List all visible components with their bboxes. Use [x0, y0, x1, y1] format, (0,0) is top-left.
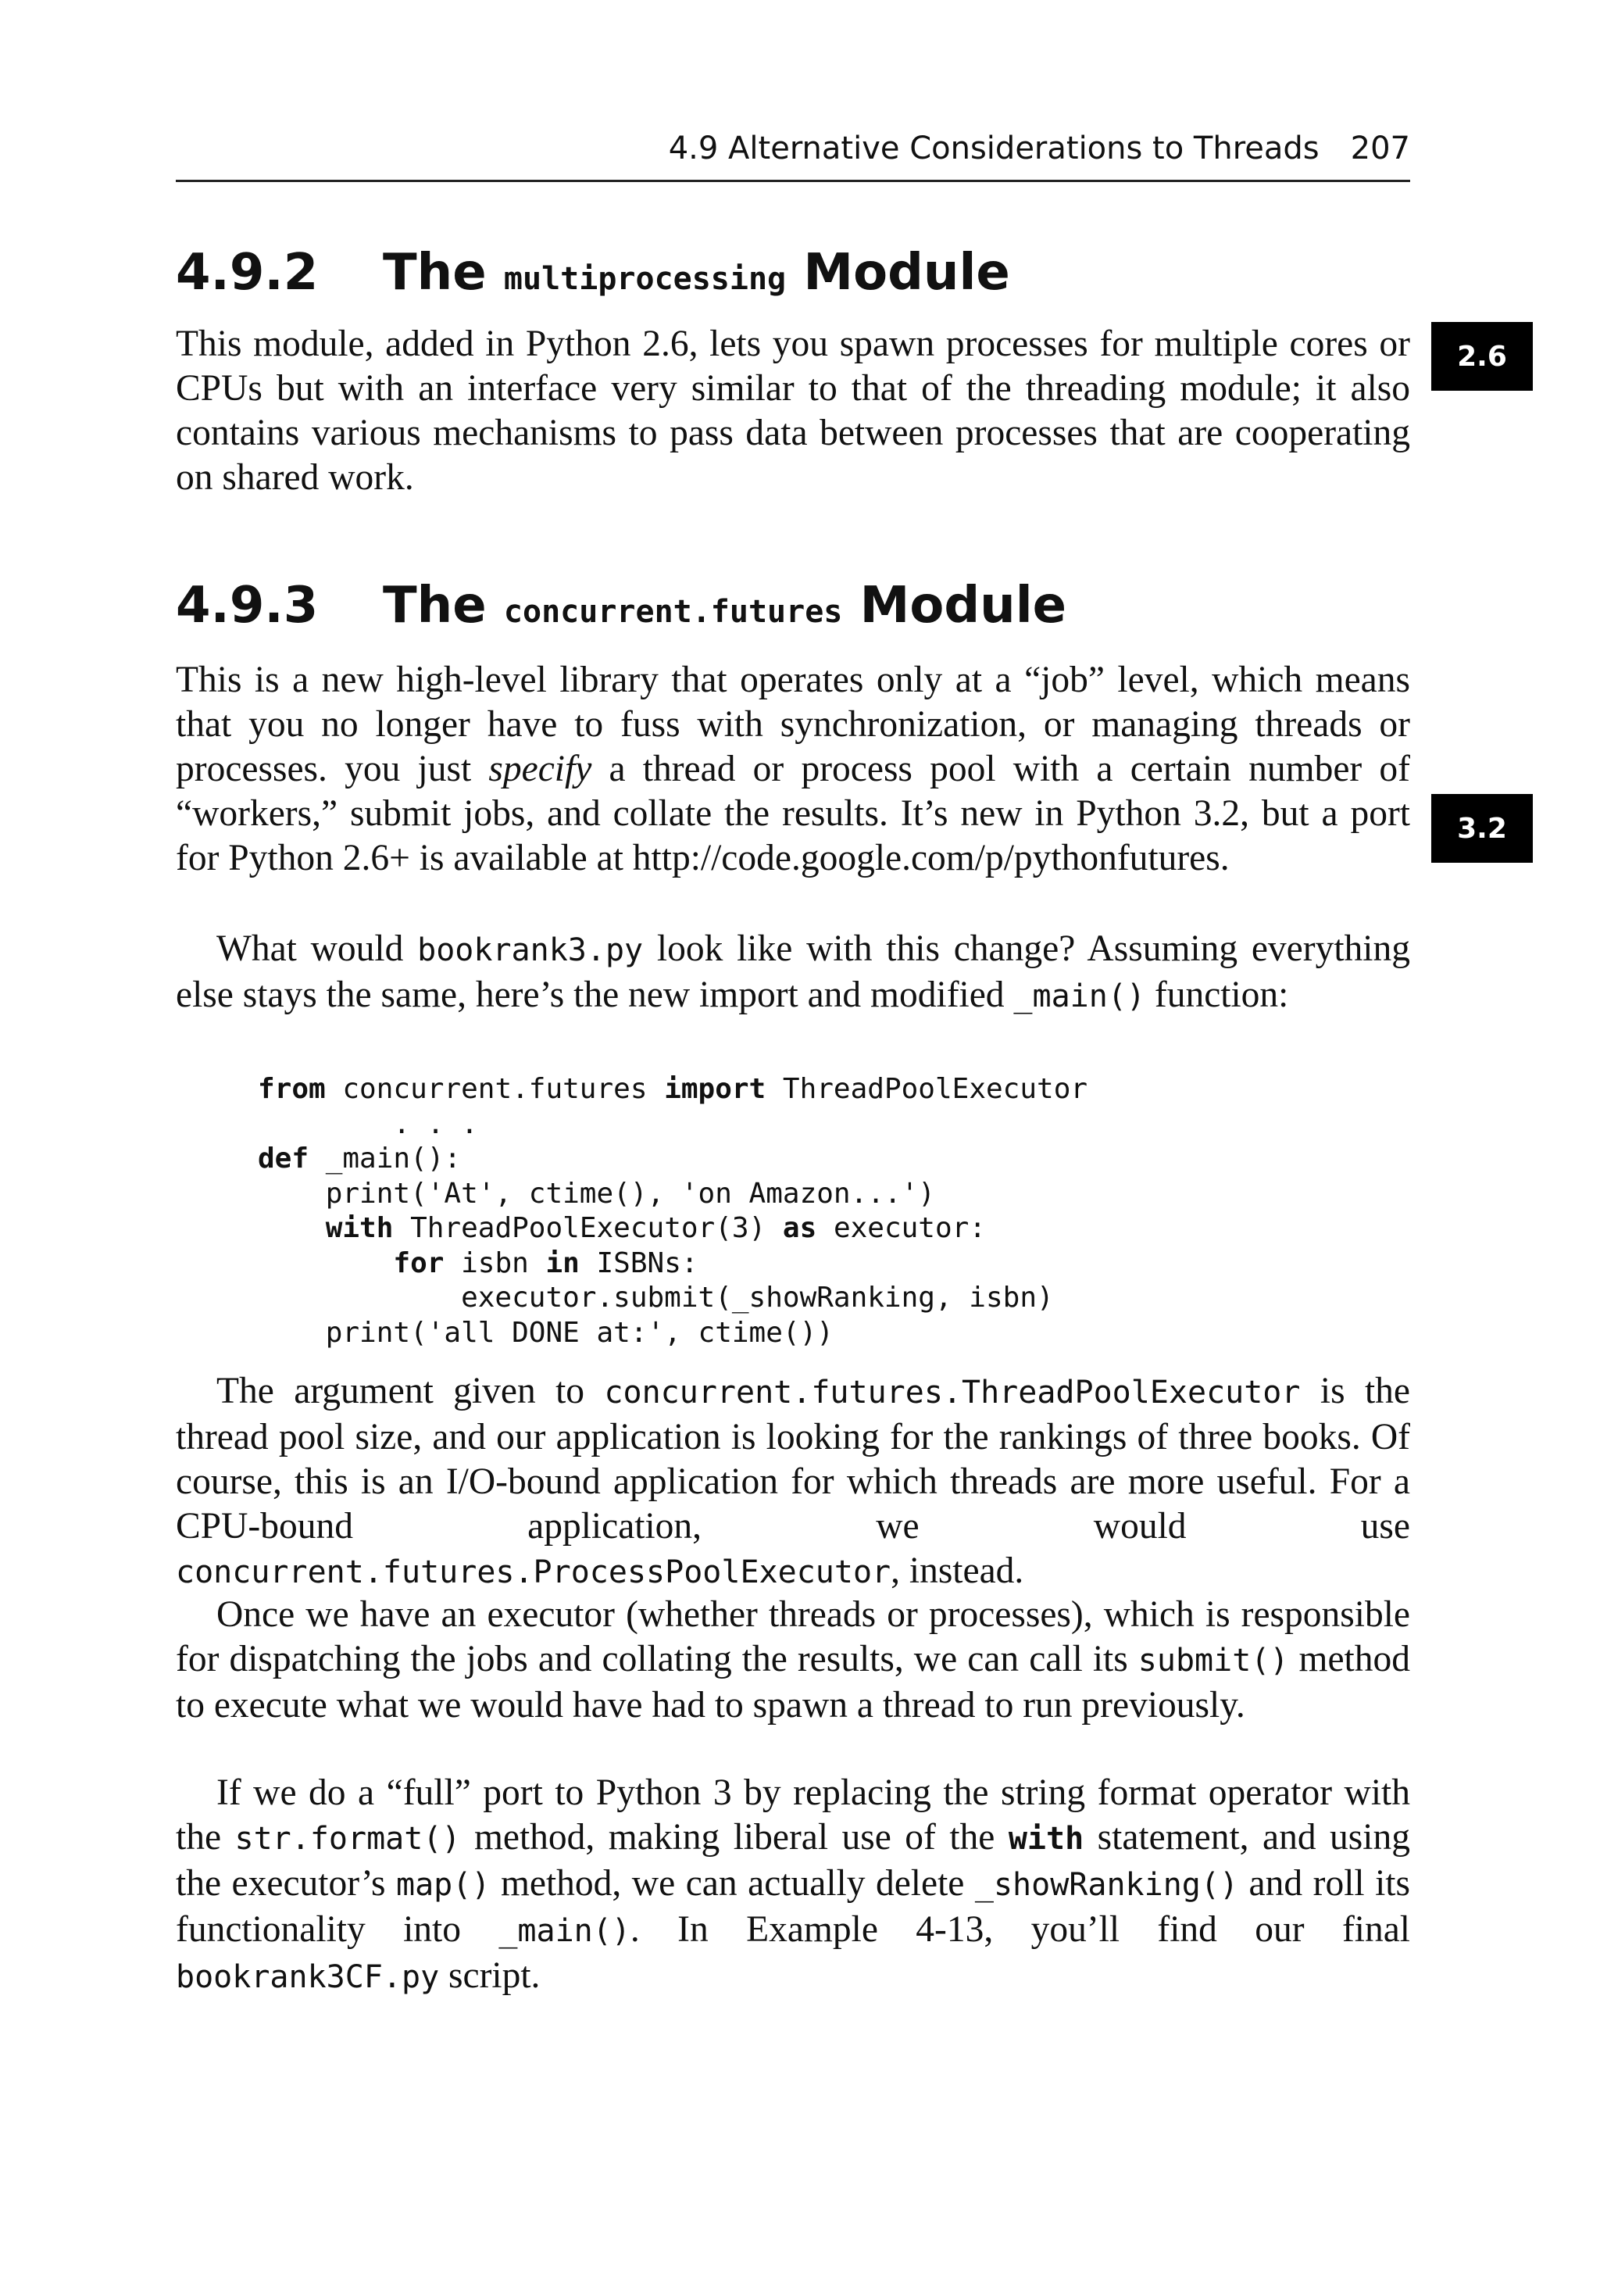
code-text: . . .	[258, 1107, 478, 1140]
code-text: ISBNs:	[579, 1246, 698, 1279]
text: method to execute what we would have had to spawn a thread to run previously.	[176, 1639, 1410, 1726]
running-head-title: 4.9 Alternative Considerations to Threads	[668, 131, 1320, 166]
paragraph-full-port	[176, 1771, 1410, 2000]
text: a thread or process pool with a certain number of “workers,” submit jobs, and collate the results. It’s new in Python 3.2, but a port for Python 2.6+ is available at http://code.google.com/p/pythonfutures.	[176, 749, 1411, 878]
section-number: 4.9.3	[176, 577, 319, 635]
emphasis: specify	[488, 749, 592, 789]
code-keyword: in	[545, 1246, 580, 1279]
text: function:	[1145, 975, 1289, 1015]
code-text: concurrent.futures	[325, 1073, 665, 1105]
text: . In Example 4-13, you’ll find our final	[630, 1909, 1410, 1950]
code-text: ThreadPoolExecutor	[766, 1073, 1088, 1105]
text: and roll its functionality into	[176, 1863, 1410, 1950]
page-number: 207	[1350, 131, 1410, 166]
heading-code: multiprocessing	[503, 261, 787, 297]
paragraph-futures-intro	[176, 658, 1410, 881]
version-tab-3-2: 3.2	[1431, 794, 1533, 863]
text: This is a new high-level library that operates only at a “job” level, which means that you no longer have to fuss with synchronization, or managing threads or processes. you just	[176, 660, 1410, 789]
code-keyword: for	[393, 1246, 445, 1279]
heading-code: concurrent.futures	[503, 594, 843, 630]
code-text	[258, 1212, 326, 1244]
code-keyword: import	[664, 1073, 766, 1105]
inline-code: with	[1008, 1821, 1084, 1857]
code-text: ThreadPoolExecutor(3)	[393, 1212, 783, 1244]
code-text: print('At', ctime(), 'on Amazon...')	[258, 1177, 935, 1210]
text: The argument given to	[216, 1371, 605, 1411]
paragraph-bookrank	[176, 927, 1410, 1019]
code-text: print('all DONE at:', ctime())	[258, 1316, 834, 1349]
section-number: 4.9.2	[176, 244, 319, 302]
code-keyword: with	[325, 1212, 394, 1244]
paragraph-multiprocessing: This module, added in Python 2.6, lets you spawn processes for multiple cores or CPUs but with an interface very similar to that of the threading module; it also contains various mechanisms to pass data between processes that are cooperating on shared work.	[176, 324, 1410, 498]
code-keyword: def	[258, 1143, 309, 1175]
text: look like with this change? Assuming everything else stays the same, here’s the new import and modified	[176, 928, 1410, 1015]
running-head	[176, 117, 1410, 182]
code-listing	[258, 1072, 1088, 1350]
version-tab-2-6: 2.6	[1431, 322, 1533, 391]
text: What would	[216, 928, 418, 969]
text: script.	[439, 1955, 541, 1996]
inline-code: map()	[396, 1867, 491, 1903]
code-text	[258, 1247, 393, 1279]
code-text: _main():	[309, 1143, 462, 1175]
code-text: executor:	[816, 1212, 987, 1244]
heading-text: The	[383, 577, 504, 635]
text: Once we have an executor (whether threads or processes), which is responsible for dispatching the jobs and collating the results, we can call its	[176, 1594, 1410, 1679]
text: If we do a “full” port to Python 3 by replacing the string format operator with the	[176, 1772, 1410, 1858]
text: , instead.	[891, 1550, 1024, 1591]
paragraph-threadpool-arg	[176, 1369, 1410, 1595]
text: method, making liberal use of the	[460, 1817, 1009, 1858]
text: is the thread pool size, and our application is looking for the rankings of three books. Of course, this is an I/O-bound application for which threads are more useful. For a CPU-bound application, we would use	[176, 1371, 1410, 1547]
inline-code: _main()	[1013, 978, 1145, 1014]
text: method, we can actually delete	[490, 1863, 975, 1904]
inline-code: _showRanking()	[974, 1867, 1239, 1903]
inline-code: bookrank3CF.py	[176, 1959, 440, 1995]
code-text: isbn	[444, 1246, 546, 1279]
code-text: executor.submit(_showRanking, isbn)	[258, 1282, 1054, 1314]
paragraph-executor	[176, 1593, 1410, 1728]
inline-code: concurrent.futures.ThreadPoolExecutor	[604, 1375, 1301, 1411]
code-keyword: from	[258, 1073, 326, 1105]
inline-code: _main()	[498, 1913, 630, 1949]
heading-text: Module	[842, 577, 1067, 635]
heading-text: The	[383, 244, 504, 302]
code-keyword: as	[782, 1212, 817, 1244]
section-heading-4-9-3	[176, 577, 1066, 635]
inline-code: submit()	[1138, 1643, 1289, 1679]
section-heading-4-9-2	[176, 244, 1010, 302]
inline-code: bookrank3.py	[417, 932, 644, 968]
inline-code: concurrent.futures.ProcessPoolExecutor	[176, 1554, 891, 1590]
text: statement, and using the executor’s	[176, 1817, 1410, 1904]
heading-text: Module	[786, 244, 1010, 302]
inline-code: str.format()	[234, 1821, 461, 1857]
